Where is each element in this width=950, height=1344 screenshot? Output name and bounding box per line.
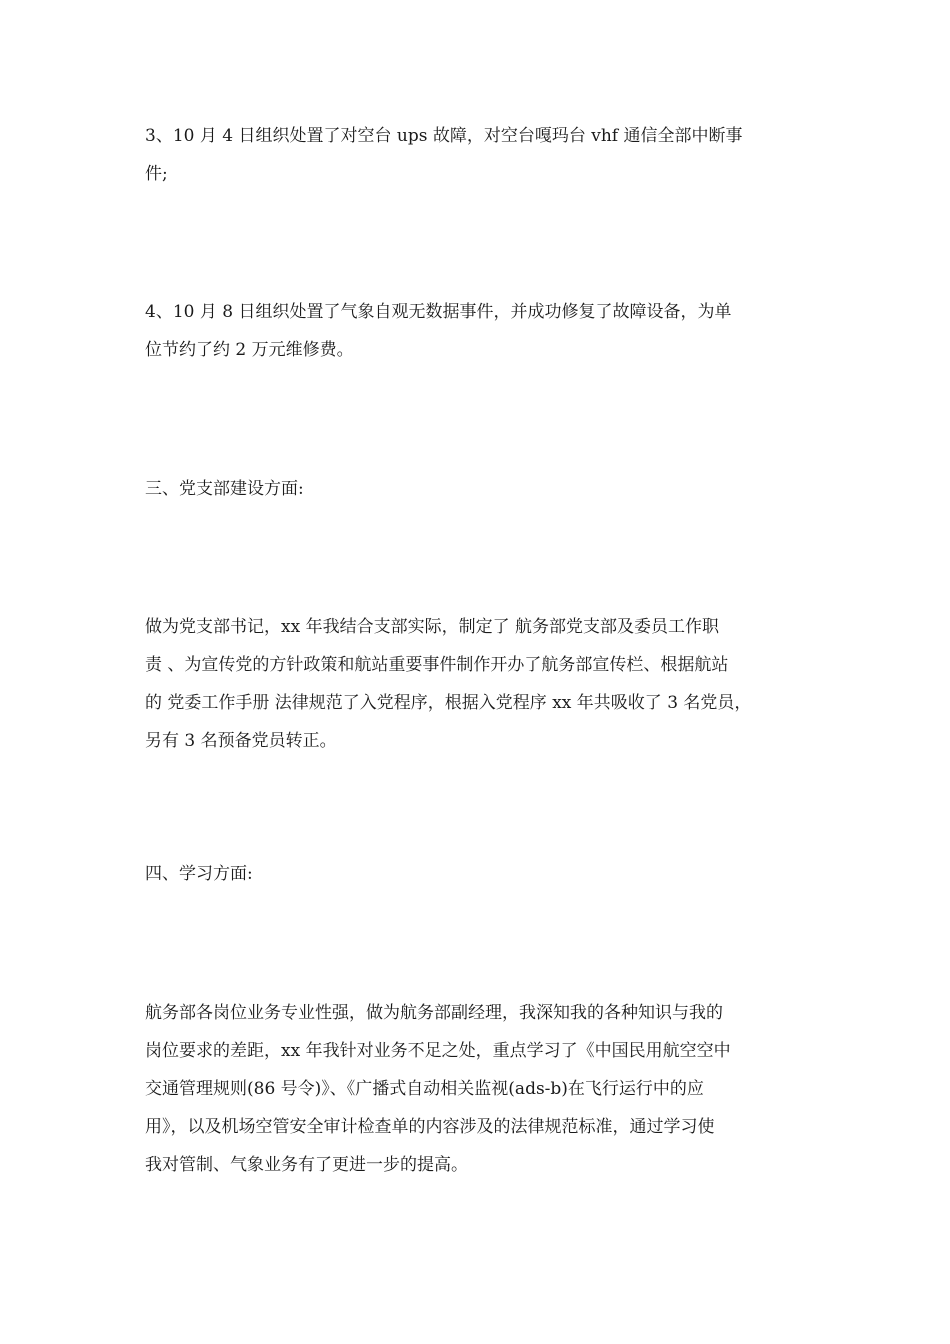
text-line: 做为党支部书记，xx 年我结合支部实际，制定了 航务部党支部及委员工作职 xyxy=(145,617,719,637)
heading-text: 三、党支部建设方面: xyxy=(145,479,304,499)
paragraph-item-4 xyxy=(145,293,810,369)
section-heading-party-branch xyxy=(145,470,810,508)
text-line: 另有 3 名预备党员转正。 xyxy=(145,731,337,751)
paragraph-study xyxy=(145,994,810,1184)
text-line: 3、10 月 4 日组织处置了对空台 ups 故障，对空台嘎玛台 vhf 通信全部中断事 xyxy=(145,126,743,146)
text-line: 用》，以及机场空管安全审计检查单的内容涉及的法律规范标准，通过学习使 xyxy=(145,1117,715,1137)
text-line: 4、10 月 8 日组织处置了气象自观无数据事件，并成功修复了故障设备，为单 xyxy=(145,302,732,322)
paragraph-party-branch xyxy=(145,608,810,760)
section-heading-study xyxy=(145,855,810,893)
text-line: 责 、为宣传党的方针政策和航站重要事件制作开办了航务部宣传栏、根据航站 xyxy=(145,655,729,675)
heading-text: 四、学习方面: xyxy=(145,864,253,884)
text-line: 航务部各岗位业务专业性强，做为航务部副经理，我深知我的各种知识与我的 xyxy=(145,1003,723,1023)
text-line: 的 党委工作手册 法律规范了入党程序，根据入党程序 xx 年共吸收了 3 名党员， xyxy=(145,693,752,713)
text-line: 交通管理规则(86 号令)》、《广播式自动相关监视(ads-b)在飞行运行中的应 xyxy=(145,1079,704,1099)
text-line: 位节约了约 2 万元维修费。 xyxy=(145,340,354,360)
text-line: 我对管制、气象业务有了更进一步的提高。 xyxy=(145,1155,468,1175)
paragraph-item-3 xyxy=(145,117,810,193)
text-line: 件; xyxy=(145,164,168,184)
text-line: 岗位要求的差距，xx 年我针对业务不足之处，重点学习了《中国民用航空空中 xyxy=(145,1041,731,1061)
